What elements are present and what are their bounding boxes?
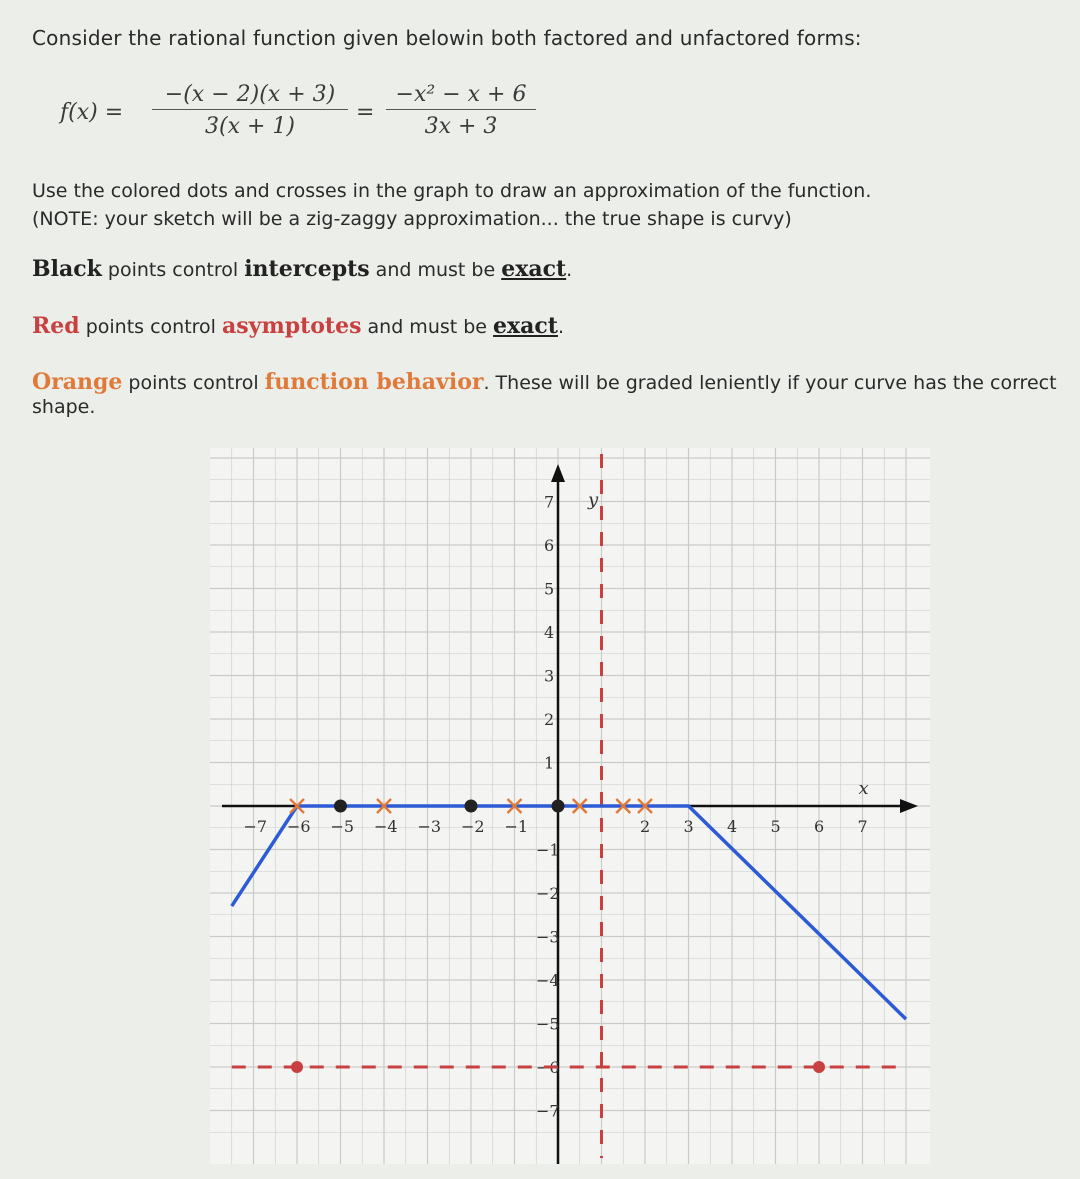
- black-intercept-point[interactable]: [465, 800, 478, 813]
- y-tick-label: 4: [544, 623, 555, 642]
- x-axis-arrow-icon: [900, 799, 918, 813]
- y-tick-label: 6: [544, 536, 555, 555]
- x-tick-label: −2: [461, 817, 485, 836]
- x-tick-label: 3: [683, 817, 694, 836]
- x-tick-label: −3: [417, 817, 442, 836]
- red-asymptote-point[interactable]: [813, 1061, 825, 1073]
- intercepts-term: intercepts: [244, 256, 370, 282]
- expanded-fraction: [386, 82, 536, 139]
- orange-label: Orange: [32, 369, 123, 395]
- exact-requirement: exact: [501, 256, 567, 282]
- instruction-line: Use the colored dots and crosses in the graph to draw an approximation of the function.: [32, 180, 872, 202]
- equals-sign: =: [356, 100, 375, 125]
- y-tick-label: 7: [544, 492, 555, 512]
- factored-fraction: [152, 82, 348, 139]
- x-tick-label: −1: [504, 817, 529, 836]
- instructions: [32, 177, 871, 233]
- y-axis-label: y: [588, 489, 599, 511]
- x-axis-label: x: [858, 778, 869, 799]
- expanded-denominator: 3x + 3: [424, 114, 498, 139]
- red-points-rule: Red points control asymptotes and must be exact.: [32, 313, 565, 339]
- x-tick-label: −6: [287, 817, 311, 836]
- instruction-note: (NOTE: your sketch will be a zig-zaggy approximation... the true shape is curvy): [32, 208, 792, 230]
- x-tick-label: −4: [374, 817, 398, 836]
- function-name: f(x) =: [60, 100, 124, 125]
- exact-requirement: exact: [493, 313, 558, 339]
- asymptotes-term: asymptotes: [222, 313, 362, 339]
- expanded-numerator: −x² − x + 6: [395, 82, 527, 107]
- factored-denominator: 3(x + 1): [205, 114, 295, 139]
- x-tick-label: 5: [770, 817, 781, 836]
- y-tick-label: −1: [536, 840, 560, 860]
- x-tick-label: −5: [330, 817, 355, 836]
- y-tick-label: −3: [536, 927, 560, 947]
- factored-numerator: −(x − 2)(x + 3): [164, 82, 336, 107]
- red-asymptote-point[interactable]: [291, 1061, 303, 1073]
- graph-panel[interactable]: [210, 448, 930, 1164]
- x-tick-label: 4: [727, 817, 738, 836]
- y-tick-label: −4: [536, 971, 560, 990]
- x-tick-label: 6: [814, 817, 825, 836]
- x-tick-label: 7: [857, 817, 868, 836]
- y-tick-label: 1: [544, 753, 555, 773]
- x-tick-label: −7: [243, 817, 268, 836]
- orange-points-rule: Orange points control function behavior. These will be graded leniently if your curve has the correct shape.: [32, 369, 1057, 418]
- function-behavior-term: function behavior: [264, 369, 484, 395]
- y-tick-label: −7: [536, 1101, 560, 1121]
- y-tick-label: 3: [544, 666, 555, 686]
- black-intercept-point[interactable]: [334, 800, 347, 813]
- y-axis-arrow-icon: [551, 464, 565, 482]
- student-sketch-line[interactable]: [232, 806, 906, 1019]
- y-tick-label: 2: [544, 710, 555, 729]
- graph-canvas[interactable]: [210, 448, 930, 1164]
- y-tick-label: −6: [536, 1058, 560, 1077]
- black-intercept-point[interactable]: [552, 800, 565, 813]
- x-tick-label: 2: [640, 817, 651, 836]
- y-tick-label: 5: [544, 579, 555, 599]
- black-points-rule: Black points control intercepts and must be exact.: [32, 256, 573, 282]
- black-label: Black: [32, 256, 102, 282]
- y-tick-label: −5: [536, 1014, 560, 1034]
- red-label: Red: [32, 313, 80, 339]
- question-intro: Consider the rational function given belowin both factored and unfactored forms:: [32, 26, 862, 50]
- y-tick-label: −2: [536, 884, 560, 903]
- function-formula: [60, 78, 580, 158]
